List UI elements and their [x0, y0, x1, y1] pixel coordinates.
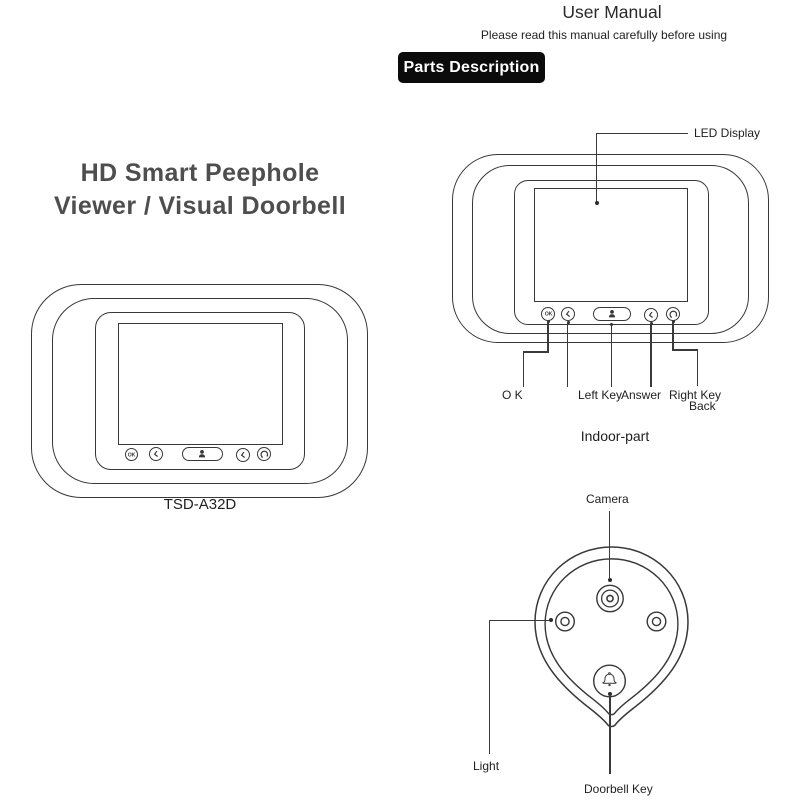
chevron-left-icon	[645, 309, 656, 320]
callout-line	[567, 322, 568, 387]
light-label: Light	[473, 759, 500, 773]
section-badge	[398, 52, 545, 83]
chevron-left-icon	[237, 449, 248, 460]
indoor-right-key-button	[644, 308, 658, 322]
callout-line	[597, 133, 688, 134]
outdoor-body-outer	[535, 547, 688, 727]
page-title: User Manual	[562, 2, 662, 22]
indoor-left-key-button	[561, 307, 575, 321]
back-arrow-icon	[259, 449, 269, 459]
bell-icon	[603, 673, 616, 687]
callout-line	[596, 133, 597, 203]
ir-light-right-icon	[647, 612, 666, 631]
callout-dot	[595, 201, 599, 205]
callout-line	[697, 350, 698, 386]
ok-label: O K	[502, 387, 523, 402]
front-left-key-button	[149, 447, 163, 461]
back-label: Back	[689, 398, 716, 413]
indoor-caption: Indoor-part	[580, 428, 650, 444]
ir-light-left-icon	[556, 612, 575, 631]
doorbell-key-label: Doorbell Key	[584, 782, 653, 796]
chevron-left-icon	[150, 448, 161, 459]
callout-line	[489, 620, 490, 754]
indoor-back-button	[666, 307, 680, 321]
callout-line	[650, 323, 651, 387]
right-key-label: Right Key	[669, 387, 722, 402]
answer-label: Answer	[621, 387, 662, 402]
callout-line	[489, 620, 550, 621]
product-heading	[25, 157, 375, 222]
page-subtitle: Please read this manual carefully before using	[480, 27, 728, 42]
led-display-label: LED Display	[694, 126, 761, 140]
section-badge-label: Parts Description	[403, 58, 540, 76]
product-heading-line2: Viewer / Visual Doorbell	[53, 191, 347, 220]
product-heading-line1: HD Smart Peephole	[80, 159, 320, 187]
ok-button-label: OK	[544, 310, 552, 317]
front-answer-button	[182, 447, 224, 461]
indoor-ok-button	[541, 307, 555, 321]
callout-line	[547, 320, 548, 352]
callout-line	[609, 511, 610, 578]
callout-line	[672, 349, 698, 350]
indoor-device-screen	[534, 188, 688, 302]
outdoor-body-inner	[545, 559, 678, 715]
callout-line	[611, 324, 612, 387]
callout-line	[609, 694, 610, 774]
camera-label: Camera	[586, 491, 629, 506]
callout-line	[523, 351, 549, 352]
callout-line	[523, 352, 524, 387]
camera-lens-icon	[597, 585, 623, 611]
callout-dot	[608, 578, 612, 582]
person-icon	[606, 308, 618, 320]
front-device-screen	[118, 323, 283, 446]
back-arrow-icon	[668, 309, 678, 319]
callout-line	[672, 320, 673, 350]
left-key-label: Left Key	[578, 387, 623, 402]
ok-button-label: OK	[127, 451, 136, 458]
front-right-key-button	[236, 448, 250, 462]
chevron-left-icon	[562, 308, 573, 319]
front-back-button	[257, 447, 271, 461]
indoor-answer-button	[593, 307, 631, 321]
person-icon	[196, 448, 208, 460]
model-label: TSD-A32D	[163, 496, 237, 513]
